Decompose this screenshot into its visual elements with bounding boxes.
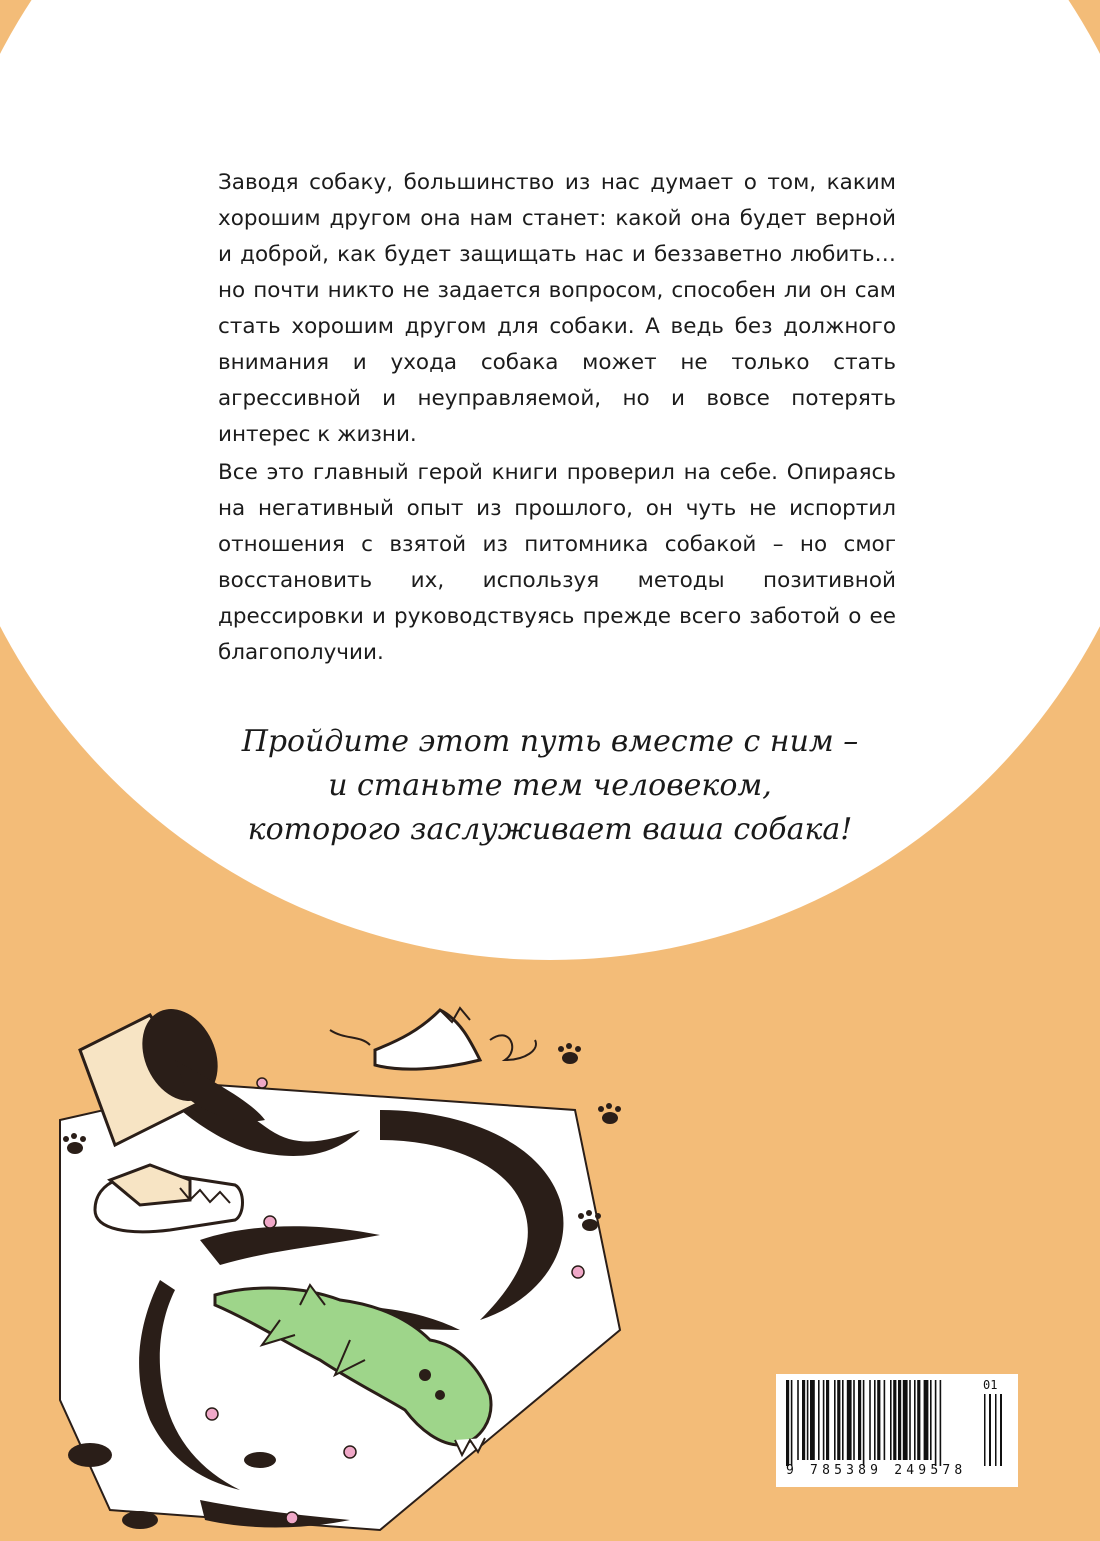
barcode-suffix: 01 (983, 1378, 998, 1392)
tagline-line-2: и станьте тем человеком, (328, 768, 772, 803)
barcode-bar (898, 1380, 901, 1460)
paragraph-text: Заводя собаку, большинство из нас думает о том, каким хорошим другом она нам станет: какой она будет верной и доброй, как будет защищать нас и беззаветно любить… но почти никто не задается вопросом, способен ли он сам стать хорошим другом для собаки. А ведь без должного внимания и ухода собака может не только стать агрессивной и неуправляемой, но и вовсе потерять интерес к жизни. (218, 170, 896, 447)
barcode-bar (837, 1380, 840, 1460)
barcode-bar (826, 1380, 829, 1460)
barcode-bar (995, 1394, 997, 1466)
description-paragraph-2 (218, 455, 896, 671)
barcode-bar (884, 1380, 886, 1460)
tagline-line-3: которого заслуживает ваша собака! (247, 812, 853, 847)
barcode-bar (791, 1380, 793, 1466)
barcode-bar (834, 1380, 836, 1460)
barcode-bar (802, 1380, 805, 1460)
barcode-bar (909, 1380, 911, 1460)
barcode-bar (903, 1380, 908, 1460)
description-paragraph-1 (218, 165, 896, 453)
barcode-bar (935, 1380, 937, 1466)
tagline (150, 720, 950, 852)
barcode (776, 1374, 1018, 1487)
barcode-bar (818, 1380, 820, 1460)
barcode-bar (853, 1380, 855, 1460)
barcode-bar (842, 1380, 844, 1460)
sneaker-icon (330, 1008, 536, 1069)
barcode-bar (930, 1380, 932, 1460)
barcode-bar (1000, 1394, 1002, 1466)
barcode-bar (863, 1380, 865, 1466)
isbn-digits: 9 785389 249578 (786, 1463, 967, 1478)
barcode-bar (786, 1380, 789, 1466)
barcode-bar (914, 1380, 916, 1460)
barcode-bar (823, 1380, 825, 1460)
barcode-bar (893, 1380, 896, 1460)
barcode-bar (810, 1380, 815, 1460)
barcode-bar (890, 1380, 892, 1460)
barcode-bar (924, 1380, 929, 1460)
barcode-bar (869, 1380, 871, 1460)
barcode-bar (917, 1380, 920, 1460)
barcode-bar (797, 1380, 799, 1460)
paragraph-text: Все это главный герой книги проверил на себе. Опираясь на негативный опыт из прошлого, он чуть не испортил отношения с взятой из питомника собакой – но смог восстановить их, используя методы позитивной дрессировки и руководствуясь прежде всего заботой о ее благополучии. (218, 460, 896, 665)
barcode-bar (874, 1380, 876, 1460)
barcode-bar (940, 1380, 942, 1466)
barcode-bar (847, 1380, 852, 1460)
tagline-line-1: Пройдите этот путь вместе с ним – (241, 724, 859, 759)
barcode-bar (989, 1394, 991, 1466)
barcode-bar (858, 1380, 861, 1460)
barcode-bar (984, 1394, 986, 1466)
barcode-bar (807, 1380, 809, 1460)
barcode-bar (877, 1380, 880, 1460)
